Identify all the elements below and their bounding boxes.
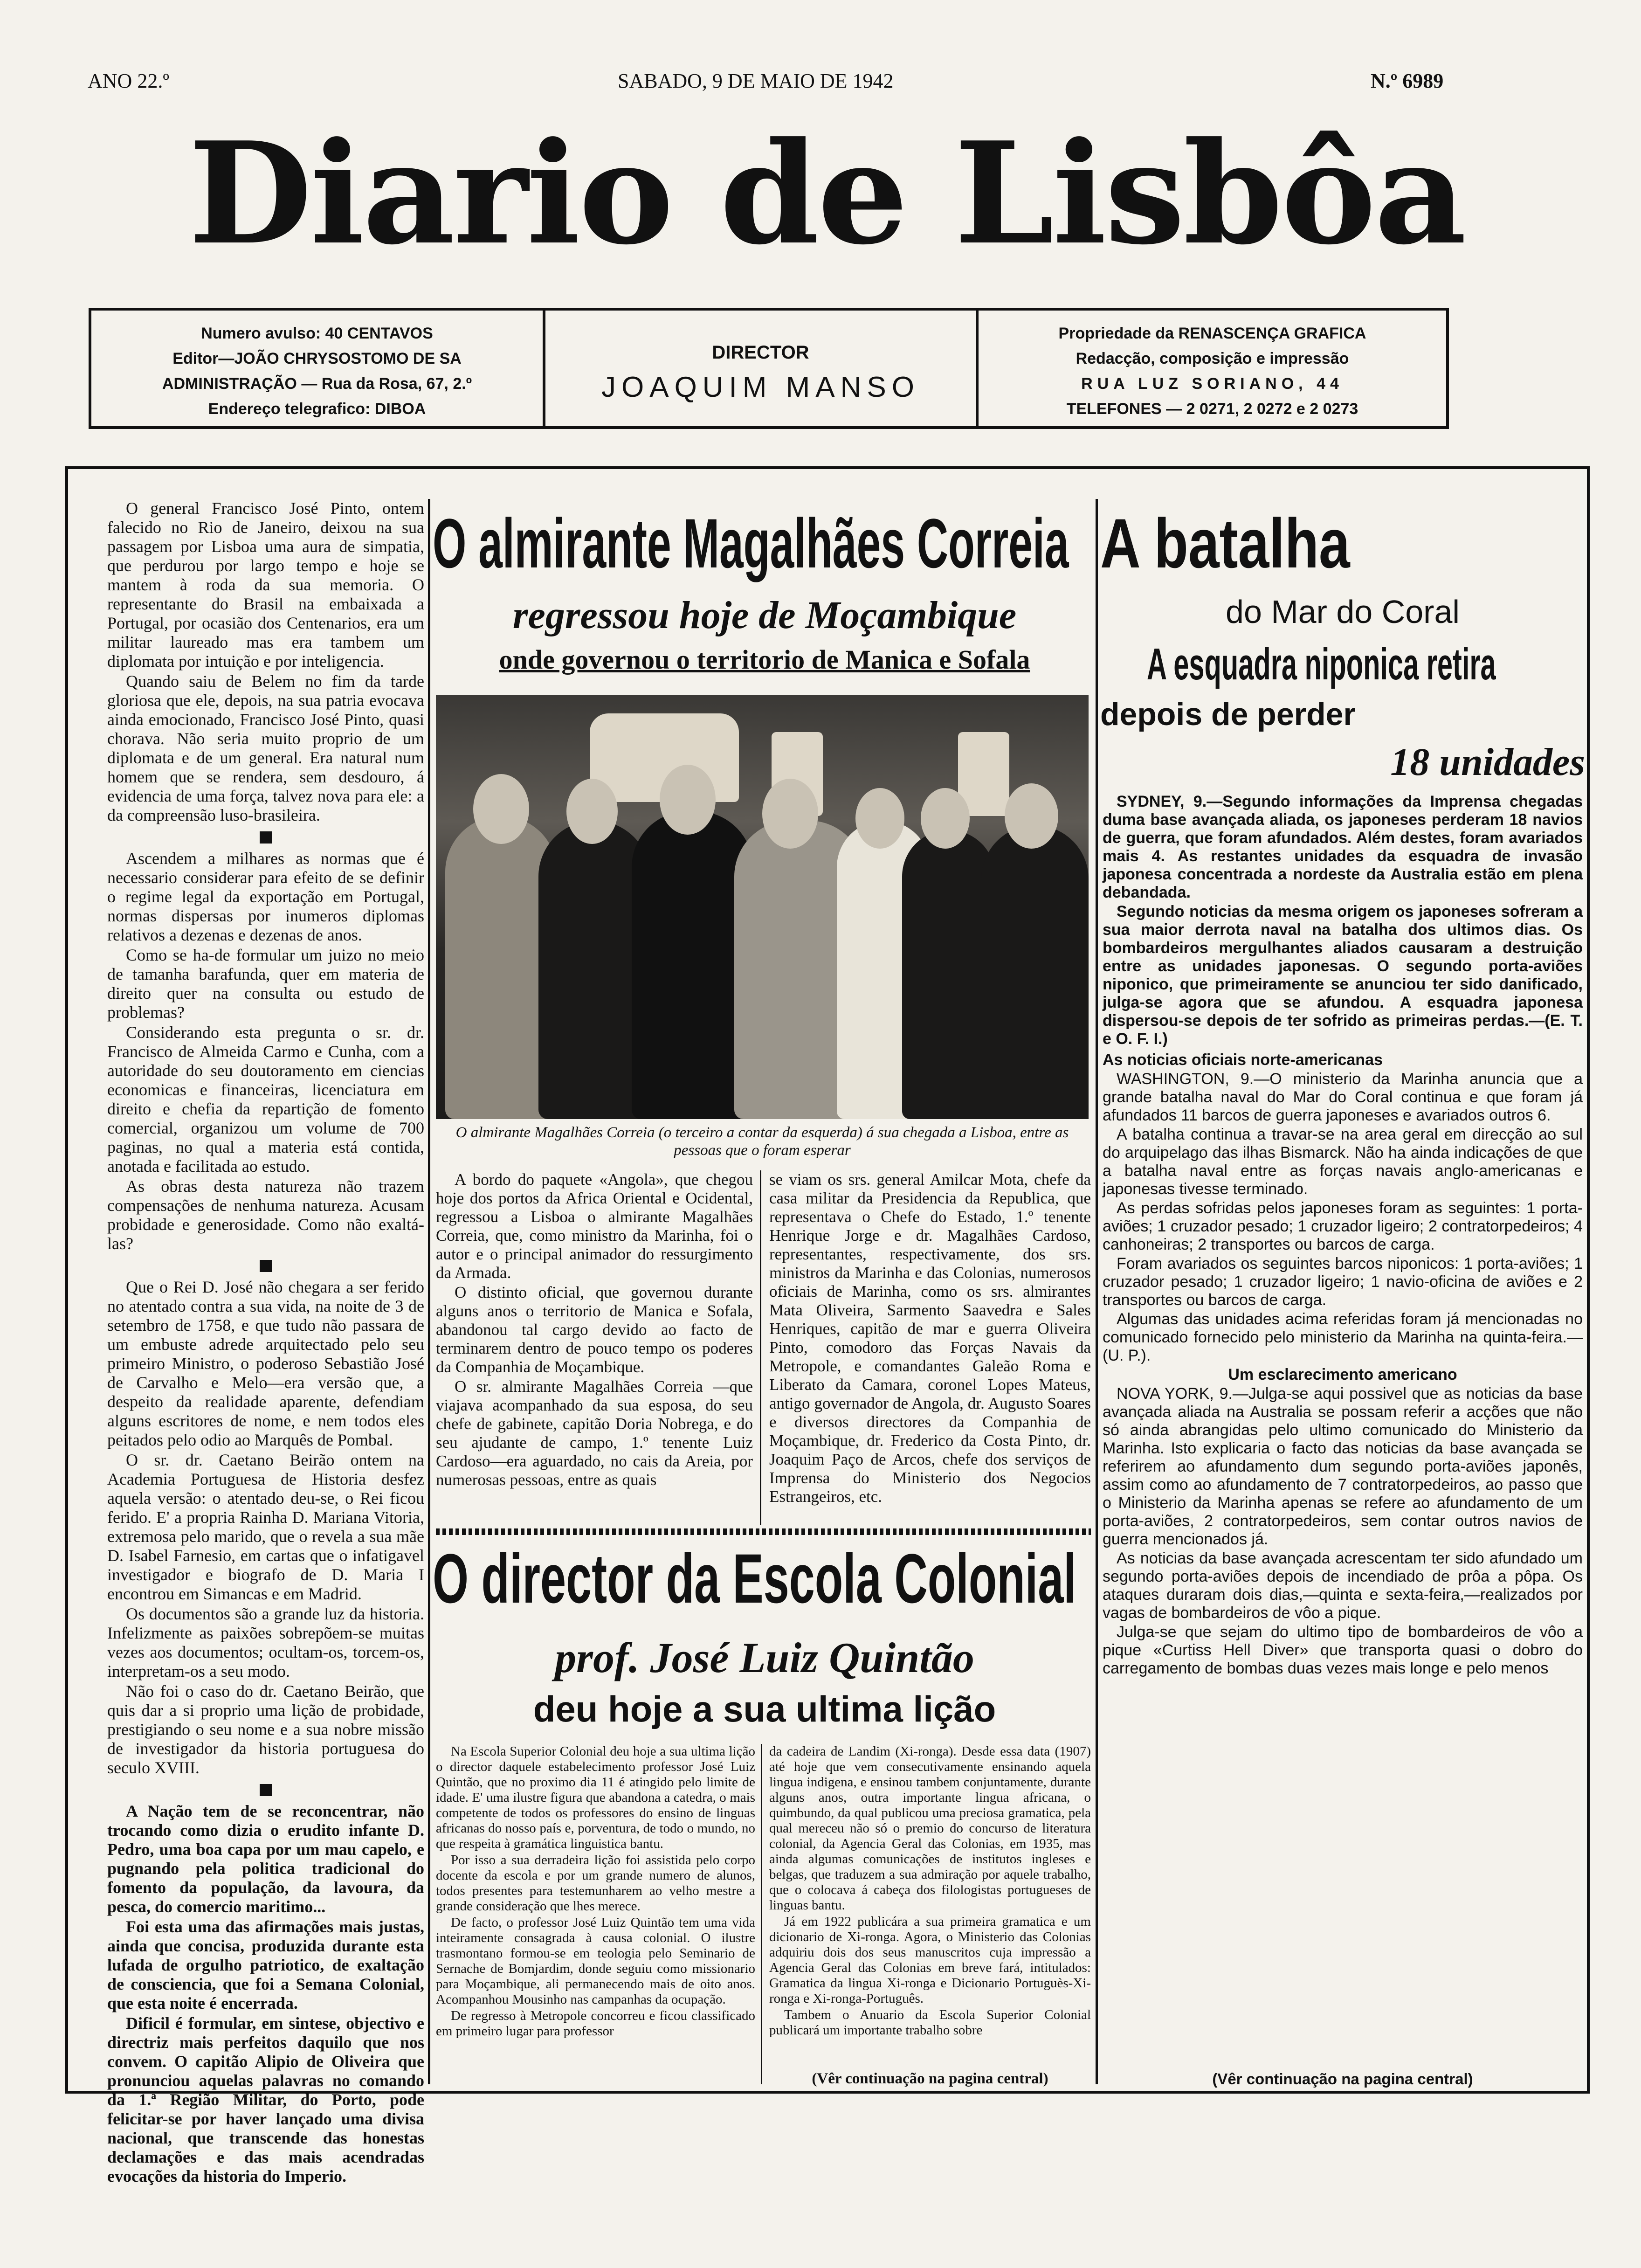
story1-deck: onde governou o territorio de Manica e Sofala — [499, 644, 1030, 675]
telegraph-line: Endereço telegrafico: DIBOA — [208, 400, 426, 418]
story1-column-2 — [769, 1170, 1091, 1525]
director-name: JOAQUIM MANSO — [601, 371, 920, 403]
story3-headline-box — [1100, 504, 1585, 588]
story3-deck-box — [1147, 639, 1585, 690]
story3-continuation: (Vêr continuação na pagina central) — [1212, 2070, 1473, 2088]
story1-photo — [436, 695, 1089, 1119]
paragraph: A bordo do paquete «Angola», que chegou hoje dos portos da Africa Oriental e Ocidental, regressou a Lisboa o almirante Magalhães Correia, que, como ministro da Marinha, foi o autor e o principal animador do ressurgimento da Armada. — [436, 1170, 753, 1282]
photo-caption: O almirante Magalhães Correia (o terceiro a contar da esquerda) á sua chegada a Lisboa, entre as pessoas que o foram esperar — [455, 1124, 1069, 1159]
section-separator — [260, 831, 272, 844]
column-rule — [1096, 499, 1098, 2084]
address-line: RUA LUZ SORIANO, 44 — [1081, 375, 1344, 393]
section-subhead: As noticias oficiais norte-americanas — [1103, 1051, 1383, 1069]
paragraph: WASHINGTON, 9.—O ministerio da Marinha anuncia que a grande batalha naval do Mar do Coral continua e que foram já afundados 11 barcos de guerra japoneses e avariados outros 6. — [1103, 1070, 1583, 1124]
director-label: DIRECTOR — [712, 342, 809, 363]
story3-deck: A esquadra niponica retira — [1147, 639, 1496, 689]
issue-date: SABADO, 9 DE MAIO DE 1942 — [618, 69, 894, 92]
paragraph: NOVA YORK, 9.—Julga-se aqui possivel que as noticias da base avançada aliada na Australia se possam referir a acções que não só ainda abrangidas pelo ultimo comunicado do Ministerio da Marinha. Isto explicaria o facto das noticias da base avançada se referirem ao afundamento dum segundo porta-aviões japonês, assim como ao afundamento de 7 contratorpedeiros, ao passo que o Ministerio da Marinha apenas se refere ao afundamento de um porta-aviões, 2 contratorpedeiros, sem contar outros navios de guerra mencionados já. — [1103, 1385, 1583, 1548]
person-face — [473, 774, 529, 844]
story2-subheadline: prof. José Luiz Quintão — [555, 1634, 974, 1681]
person-face — [921, 788, 970, 849]
section-separator — [260, 1260, 272, 1272]
paragraph: Quando saiu de Belem no fim da tarde gloriosa que ele, depois, na sua patria evocava ainda emocionado, Francisco José Pinto, quasi chorava. Não seria muito proprio de um diplomata e de um general. Era natural num homem que se rendera, sem desdouro, á evidencia de uma força, talvez nova para ele: a da compreensão luso-brasileira. — [107, 672, 424, 824]
column-rule — [428, 499, 430, 2084]
paragraph: Ascendem a milhares as normas que é necessario considerar para efeito de se definir o regime legal da exportação em Portugal, normas dispersas por inumeros diplomas relativos a dezenas e dezenas de anos. — [107, 849, 424, 944]
paragraph: O distinto oficial, que governou durante alguns anos o territorio de Manica e Sofala, abandonou tal cargo devido ao facto de terminarem dentro de pouco tempo os poderes da Companhia de Moçambique. — [436, 1283, 753, 1376]
story3-deck-3: 18 unidades — [1390, 740, 1585, 784]
story1-subheadline: regressou hoje de Moçambique — [512, 594, 1017, 637]
info-box-right — [976, 308, 1449, 429]
story3-headline: A batalha — [1100, 504, 1350, 582]
paragraph: da cadeira de Landim (Xi-ronga). Desde essa data (1907) até hoje que vem consecutivamente ensinando aquela lingua indigena, e ensinou tambem conjuntamente, durante alguns anos, outra importante lingua africana, o quimbundo, da qual publicou uma preciosa gramatica, pela qual mereceu não só o premio do concurso de literatura colonial, da Agencia Geral das Colonias, em 1935, mas ainda algumas comunicações de institutos ingleses e belgas, que traduzem a sua admiração por aquele trabalho, que o colocava á cabeça dos filologistas portugueses de linguas bantu. — [769, 1744, 1091, 1913]
phones-line: TELEFONES — 2 0271, 2 0272 e 2 0273 — [1066, 400, 1358, 418]
paragraph: Na Escola Superior Colonial deu hoje a sua ultima lição o director daquele estabelecimento professor José Luiz Quintão, que no proximo dia 11 é atingido pelo limite de idade. E' uma ilustre figura que abandona a catedra, o mais competente de todos os professores do ensino de linguas africanas do nosso país e, porventura, de todo o mundo, no que respeita à gramática linguistica bantu. — [436, 1744, 755, 1851]
person-face — [566, 779, 618, 844]
paragraph: O general Francisco José Pinto, ontem falecido no Rio de Janeiro, deixou na sua passagem por Lisboa uma aura de simpatia, que perdurou por largo tempo e hoje se mantem à roda da sua memoria. O representante do Brasil na embaixada a Portugal, por ocasião dos Centenarios, era um militar laureado mas era tambem um diplomata por intuição e por inteligencia. — [107, 499, 424, 671]
newspaper-masthead: Diario de Lisbôa — [188, 111, 1465, 276]
section-subhead: Um esclarecimento americano — [1228, 1366, 1457, 1383]
owner-line: Propriedade da RENASCENÇA GRAFICA — [1058, 325, 1366, 342]
column-rule — [760, 1170, 761, 1525]
administration-line: ADMINISTRAÇÃO — Rua da Rosa, 67, 2.º — [162, 375, 472, 393]
info-box-center — [543, 308, 979, 429]
left-column — [107, 499, 424, 2185]
paragraph: Algumas das unidades acima referidas foram já mencionadas no comunicado fornecido pelo ministerio da Marinha na quinta-feira.—(U. P.). — [1103, 1310, 1583, 1364]
paragraph: As perdas sofridas pelos japoneses foram as seguintes: 1 porta-aviões; 1 cruzador pesado; 1 cruzador ligeiro; 2 contratorpedeiros; 4 canhoneiras; 2 transportes ou barcos de carga. — [1103, 1199, 1583, 1253]
volume-label: ANO 22.º — [88, 69, 169, 92]
paragraph: O sr. dr. Caetano Beirão ontem na Academia Portuguesa de Historia desfez aquela versão: o atentado deu-se, o Rei ficou ferido. E' a propria Rainha D. Mariana Vitoria, extremosa pelo marido, que o revela a sua mãe D. Isabel Farnesio, em cartas que o infatigavel investigador e biografo de D. Maria I encontrou em Simancas e em Madrid. — [107, 1451, 424, 1603]
paragraph: Não foi o caso do dr. Caetano Beirão, que quis dar a si proprio uma lição de probidade, prestigiando o seu nome e a sua nobre missão de investigador da historia portuguesa do seculo XVIII. — [107, 1682, 424, 1777]
story1-headline: O almirante Magalhães Correia — [433, 504, 1069, 582]
paragraph: A batalha continua a travar-se na area geral em direcção ao sul do arquipelago das ilhas Bismarck. Não ha ainda indicações de que a batalha naval entre as forças navais anglo-americanas e japonesas tivesse terminado. — [1103, 1126, 1583, 1198]
story3-deck-2: depois de perder — [1100, 697, 1356, 732]
editor-line: Editor—JOÃO CHRYSOSTOMO DE SA — [172, 350, 462, 367]
story2-column-2 — [769, 1744, 1091, 2070]
paragraph: Foram avariados os seguintes barcos niponicos: 1 porta-aviões; 1 cruzador pesado; 1 cruzador ligeiro; 1 navio-oficina de aviões e 2 transportes ou barcos de carga. — [1103, 1255, 1583, 1309]
paragraph: A Nação tem de se reconcentrar, não trocando como dizia o erudito infante D. Pedro, uma boa capa por um mau capelo, e pugnando pela politica tradicional do fomento da população, da lavoura, da pesca, do comercio maritimo... — [107, 1802, 424, 1916]
editorial-line: Redacção, composição e impressão — [1076, 350, 1349, 367]
story-divider — [436, 1528, 1091, 1535]
person-face — [660, 765, 716, 835]
paragraph: Dificil é formular, em sintese, objectivo e directriz mais perfeitos daquilo que nos convem. O capitão Alipio de Oliveira que pronunciou aquelas palavras no comando da 1.ª Região Militar, do Porto, pode felicitar-se por haver lançado uma divisa nacional, que transcende das honestas declamações e das mais acendradas evocações da historia do Imperio. — [107, 2014, 424, 2185]
paragraph: Como se ha-de formular um juizo no meio de tamanha barafunda, quer em materia de direito quer na consulta ou estudo de problemas? — [107, 946, 424, 1022]
price-line: Numero avulso: 40 CENTAVOS — [201, 325, 433, 342]
paragraph: se viam os srs. general Amilcar Mota, chefe da casa militar da Presidencia da Republica, que representava o Chefe do Estado, 1.º tenente Henrique Jorge e dr. Magalhães Cardoso, representantes, respectivamente, dos srs. ministros da Marinha e das Colonias, numerosos oficiais de Marinha, como os srs. almirantes Mata Oliveira, Sarmento Saavedra e Sales Henriques, capitão de mar e guerra Oliveira Pinto, comodoro das Forças Navais da Metropole, e comandantes Galeão Roma e Liberato da Camara, coronel Lopes Mateus, antigo governador de Angola, dr. Augusto Soares e diversos directores da Companhia de Moçambique, dr. Frederico da Costa Pinto, dr. Joaquim Paço de Arcos, chefe dos serviços de Imprensa do Ministerio dos Negocios Estrangeiros, etc. — [769, 1170, 1091, 1506]
story2-deck: deu hoje a sua ultima lição — [533, 1688, 996, 1729]
paragraph: Julga-se que sejam do ultimo tipo de bombardeiros de vôo a pique «Curtiss Hell Diver» que transporta quasi o dobro do carregamento de bombas duas vezes mais longe e pelo menos — [1103, 1623, 1583, 1677]
paragraph: As noticias da base avançada acrescentam ter sido afundado um segundo porta-aviões depois de incendiado de prôa a pôpa. Os ataques duraram dois dias,—quinta e sexta-feira,—realizados por vagas de bombardeiros de vôo a pique. — [1103, 1549, 1583, 1622]
paragraph: Foi esta uma das afirmações mais justas, ainda que concisa, produzida durante esta lufada de orgulho patriotico, de exaltação de consciencia, que foi a Semana Colonial, que esta noite é encerrada. — [107, 1917, 424, 2012]
paragraph: Segundo noticias da mesma origem os japoneses sofreram a sua maior derrota naval na batalha dos ultimos dias. Os bombardeiros mergulhantes aliados causaram a destruição entre as unidades japonesas. O segundo porta-aviões niponico, que primeiramente se anunciou ter sido danificado, julga-se agora que se afundou. A esquadra japonesa dispersou-se depois de ter sofrido as primeiras perdas.—(E. T. e O. F. I.) — [1103, 903, 1583, 1048]
paragraph: Tambem o Anuario da Escola Superior Colonial publicará um importante trabalho sobre — [769, 2007, 1091, 2038]
paragraph: O sr. almirante Magalhães Correia —que viajava acompanhado da sua esposa, do seu chefe de gabinete, capitão Doria Nobrega, e do seu ajudante de campo, 1.º tenente Luiz Cardoso—era aguardado, no cais da Areia, por numerosas pessoas, entre as quais — [436, 1377, 753, 1489]
story2-headline-box — [433, 1539, 1095, 1623]
paragraph: Que o Rei D. José não chegara a ser ferido no atentado contra a sua vida, na noite de 3 de setembro de 1758, e que tudo não passara de um embuste adrede arquitectado pelo seu primeiro Ministro, o poderoso Sebastião José de Carvalho e Melo—era versão que, a despeito da realidade aparente, defendiam alguns escritores de nome, e nem todos eles peitados pelo odio ao Marquês de Pombal. — [107, 1278, 424, 1449]
paragraph: SYDNEY, 9.—Segundo informações da Imprensa chegadas duma base avançada aliada, os japoneses perderam 18 navios de guerra, que foram afundados. Além destes, foram avariados mais 4. As restantes unidades da esquadra de invasão japonesa concentrada a nordeste da Australia estão em plena debandada. — [1103, 793, 1583, 901]
issue-number: N.º 6989 — [1371, 69, 1444, 92]
paragraph: Já em 1922 publicára a sua primeira gramatica e um dicionario de Xi-ronga. Agora, o Ministerio das Colonias adquiriu dois dos seus manuscritos cuja impressão a Agencia Geral das Colonias em breve fará, intitulados: Gramatica da lingua Xi-ronga e Dicionario Portuguès-Xi-ronga e Xi-ronga-Português. — [769, 1914, 1091, 2006]
paragraph: As obras desta natureza não trazem compensações de nenhuma natureza. Acusam probidade e generosidade. Como não exaltá-las? — [107, 1177, 424, 1253]
story2-column-1 — [436, 1744, 755, 2084]
person-figure — [981, 825, 1089, 1119]
person-face — [762, 779, 818, 849]
story1-column-1 — [436, 1170, 753, 1525]
paragraph: De regresso à Metropole concorreu e ficou classificado em primeiro lugar para professor — [436, 2008, 755, 2039]
story1-headline-box — [433, 504, 1095, 588]
person-face — [1005, 783, 1058, 849]
section-separator — [260, 1784, 272, 1796]
paragraph: Por isso a sua derradeira lição foi assistida pelo corpo docente da escola e por um grande numero de alunos, todos presentes para testemunharem ao velho mestre a grande consideração que lhes merece. — [436, 1853, 755, 1914]
paragraph: Considerando esta pregunta o sr. dr. Francisco de Almeida Carmo e Cunha, com a autoridade do seu doutoramento em ciencias economicas e financeiras, licenciatura em direito e chefia da repartição de fomento comercial, organizou um volume de 700 paginas, no qual a materia está contida, anotada e facilitada ao estudo. — [107, 1023, 424, 1175]
story2-continuation: (Vêr continuação na pagina central) — [812, 2070, 1048, 2087]
column-rule — [761, 1744, 762, 2084]
person-face — [855, 788, 904, 849]
paragraph: Os documentos são a grande luz da historia. Infelizmente as paixões sobrepõem-se muitas vezes aos documentos; ocultam-os, torcem-os, interpretam-os a seu modo. — [107, 1604, 424, 1680]
story2-headline: O director da Escola Colonial — [433, 1539, 1076, 1618]
paragraph: De facto, o professor José Luiz Quintão tem uma vida inteiramente consagrada à causa colonial. O ilustre trasmontano formou-se em teologia pelo Seminario de Sernache de Bomjardim, donde seguiu como missionario para Moçambique, ali permanecendo mais de oito anos. Acompanhou Mousinho nas campanhas da ocupação. — [436, 1915, 755, 2007]
story3-subtitle: do Mar do Coral — [1226, 594, 1460, 630]
info-box-left — [89, 308, 545, 429]
story3-body — [1103, 793, 1583, 2070]
